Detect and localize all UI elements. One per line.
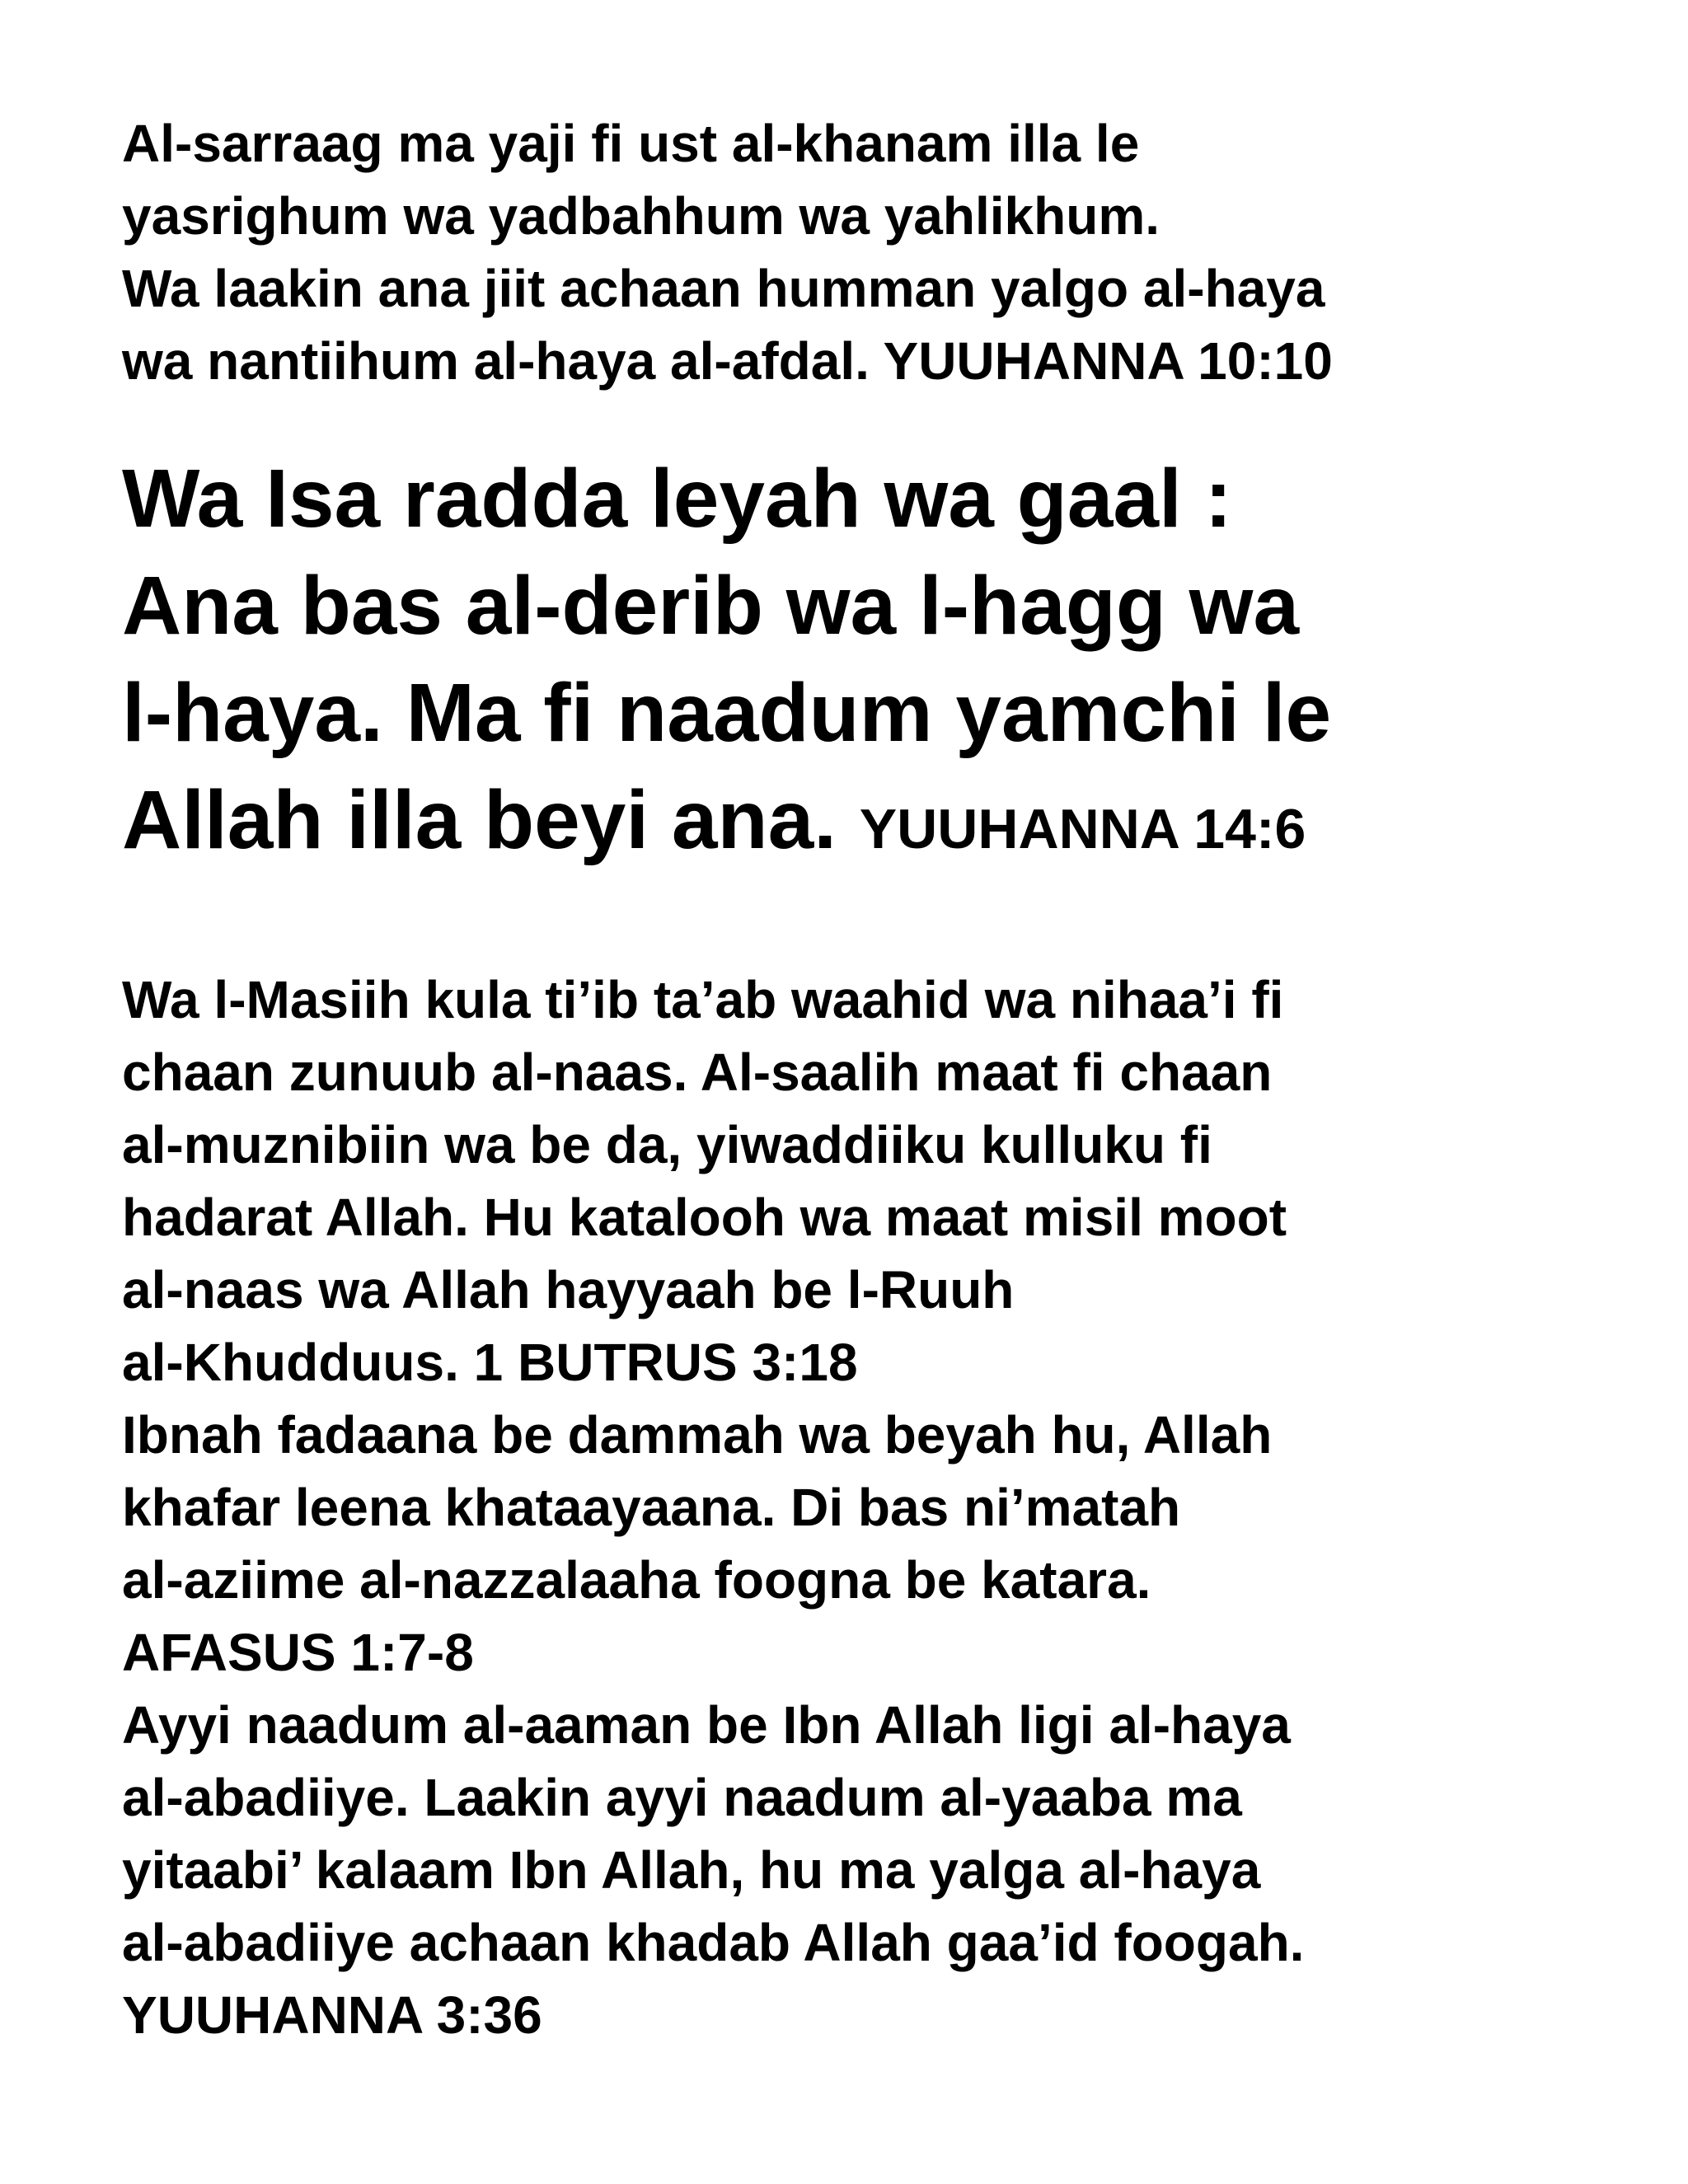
tract-page <box>122 107 1655 2051</box>
verse-block-multiple <box>122 963 1655 2051</box>
verse-line: Ayyi naadum al-aaman be Ibn Allah ligi al-haya <box>122 1695 1291 1755</box>
verse-block-john-14-6 <box>122 445 1655 883</box>
verse-line: Ana bas al-derib wa l-hagg wa <box>122 560 1300 652</box>
verse-line: Ibnah fadaana be dammah wa beyah hu, Allah <box>122 1405 1273 1465</box>
verse-line: al-muznibiin wa be da, yiwaddiiku kulluku fi <box>122 1115 1212 1174</box>
verse-line: hadarat Allah. Hu katalooh wa maat misil moot <box>122 1188 1287 1247</box>
verse-line: chaan zunuub al-naas. Al-saalih maat fi chaan <box>122 1043 1273 1102</box>
verse-line: AFASUS 1:7-8 <box>122 1623 474 1682</box>
verse-line: Wa l-Masiih kula ti’ib ta’ab waahid wa nihaa’i fi <box>122 970 1284 1029</box>
verse-line: khafar leena khataayaana. Di bas ni’matah <box>122 1478 1181 1537</box>
verse-line: l-haya. Ma fi naadum yamchi le <box>122 667 1332 759</box>
verse-line: yasrighum wa yadbahhum wa yahlikhum. <box>122 186 1160 246</box>
verse-line-text: Allah illa beyi ana. <box>122 774 837 866</box>
verse-line: YUUHANNA 3:36 <box>122 1985 542 2045</box>
verse-line: Al-sarraag ma yaji fi ust al-khanam illa le <box>122 114 1140 173</box>
verse-line: al-naas wa Allah hayyaah be l-Ruuh <box>122 1260 1015 1319</box>
verse-reference: YUUHANNA 14:6 <box>859 798 1306 860</box>
verse-line: al-abadiiye. Laakin ayyi naadum al-yaaba ma <box>122 1768 1242 1827</box>
verse-line: Wa Isa radda leyah wa gaal : <box>122 452 1232 545</box>
verse-line: wa nantiihum al-haya al-afdal. YUUHANNA 10:10 <box>122 331 1333 391</box>
verse-line: al-aziime al-nazzalaaha foogna be katara. <box>122 1550 1151 1610</box>
verse-block-john-10-10 <box>122 107 1655 397</box>
verse-line: yitaabi’ kalaam Ibn Allah, hu ma yalga al-haya <box>122 1840 1261 1900</box>
verse-line: al-abadiiye achaan khadab Allah gaa’id foogah. <box>122 1913 1305 1972</box>
verse-line: al-Khudduus. 1 BUTRUS 3:18 <box>122 1333 858 1392</box>
verse-line-with-reference <box>122 766 1655 883</box>
verse-line: Wa laakin ana jiit achaan humman yalgo al-haya <box>122 259 1325 318</box>
